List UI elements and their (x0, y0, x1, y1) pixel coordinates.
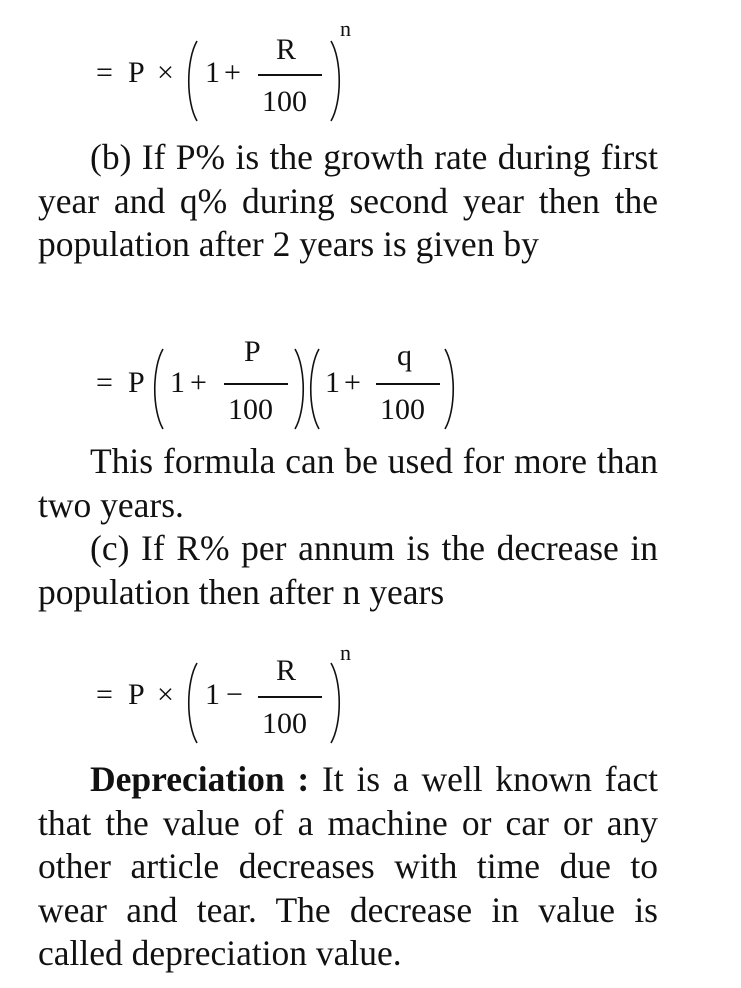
formula-equals: = (96, 56, 113, 89)
formula-principal: P (128, 678, 145, 711)
formula-exponent: n (340, 16, 351, 41)
formula-principal: P (128, 366, 145, 399)
formula-minus: − (226, 678, 243, 711)
formula-one: 1 (205, 56, 220, 89)
fraction-a-denominator: 100 (228, 393, 273, 426)
paragraph-depreciation (38, 758, 658, 976)
depreciation-heading: Depreciation : (90, 759, 310, 799)
formula-plus-b: + (344, 366, 361, 399)
left-paren (184, 662, 200, 744)
paragraph-c-text: (c) If R% per annum is the decrease in population then after n years (38, 528, 658, 612)
formula-times: × (157, 678, 174, 711)
fraction-a-numerator: P (244, 335, 261, 368)
fraction-denominator: 100 (262, 707, 307, 740)
paragraph-more-years-text: This formula can be used for more than two years. (38, 441, 658, 525)
fraction-b-denominator: 100 (380, 393, 425, 426)
formula-times: × (157, 56, 174, 89)
formula-equals: = (96, 678, 113, 711)
formula-one-a: 1 (170, 366, 185, 399)
paragraph-b-text: (b) If P% is the growth rate during first year and q% during second year then the population after 2 years is given by (38, 137, 658, 264)
fraction-b-numerator: q (397, 339, 412, 372)
fraction-numerator: R (276, 654, 297, 687)
fraction-numerator: R (276, 33, 297, 66)
formula-principal: P (128, 56, 145, 89)
formula-plus-a: + (190, 366, 207, 399)
right-paren (328, 662, 344, 744)
formula-one: 1 (205, 678, 220, 711)
depreciation-text: It is a well known fact that the value of a machine or car or any other article decreases with time due to wear and tear. The decrease in value is called depreciation value. (38, 759, 658, 973)
formula-plus: + (224, 56, 241, 89)
formula-one-b: 1 (325, 366, 340, 399)
fraction-bar (258, 696, 322, 698)
fraction-denominator: 100 (262, 85, 307, 118)
formula-equals: = (96, 366, 113, 399)
formula-exponent: n (340, 640, 351, 665)
